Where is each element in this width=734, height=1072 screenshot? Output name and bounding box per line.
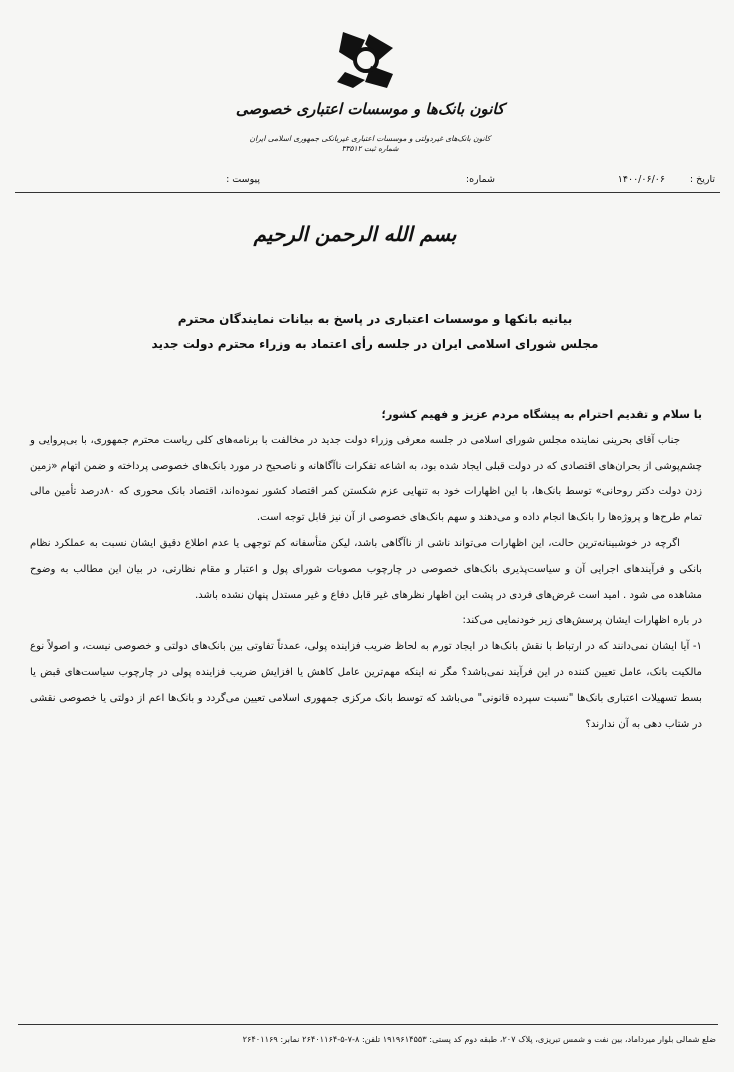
organization-subtitle: [200, 134, 540, 154]
date-label: تاریخ :: [689, 174, 715, 185]
paragraph: جناب آقای بحرینی نماینده مجلس شورای اسلامی در جلسه معرفی وزراء دولت جدید در مخالفت با برنامه‌های کلی ریاست محترم جمهوری، با بی‌پروایی و چشم‌پوشی از بحران‌های اقتصادی که در دولت قبلی ایجاد شده بود، به اشاعه تفکرات ناآگاهانه و ناصحیح در مورد بانک‌های خصوصی پرداخته و ضمن اتهام «زمین زدن دولت دکتر روحانی» توسط بانک‌ها، با این اظهارات خود به تنهایی عزم شکستن کمر اقتصاد کشور نموده‌اند، اقتصاد بانک محوری که ۸۰درصد تأمین مالی تمام طرح‌ها و پروژه‌ها را بانک‌ها انجام داده و می‌دهند و سهم بانک‌های خصوصی از آن نیز قابل توجه است.: [30, 434, 702, 524]
registration-line: [200, 144, 540, 154]
basmala: بسم الله الرحمن الرحیم: [253, 222, 457, 246]
footer-divider: [18, 1024, 718, 1025]
title-line-1: بیانیه بانکها و موسسات اعتباری در پاسخ به بیانات نمایندگان محترم: [177, 312, 573, 326]
registration-number: ۳۳۵۱۲: [341, 144, 362, 153]
date-value: ۱۴۰۰/۰۶/۰۶: [617, 174, 665, 185]
organization-full-name: کانون بانک‌های غیردولتی و موسسات اعتباری غیربانکی جمهوری اسلامی ایران: [249, 134, 491, 143]
paragraph: در باره اظهارات ایشان پرسش‌های زیر خودنمایی می‌کند:: [462, 615, 702, 627]
organization-name: کانون بانک‌ها و موسسات اعتباری خصوصی: [235, 100, 505, 118]
letter-body: [30, 402, 702, 737]
salutation: با سلام و تقدیم احترام به پیشگاه مردم عزیز و فهیم کشور؛: [381, 408, 702, 421]
registration-label: شماره ثبت: [363, 144, 399, 153]
title-line-2: مجلس شورای اسلامی ایران در جلسه رأی اعتماد به وزراء محترم دولت جدید: [151, 337, 599, 351]
number-label: شماره:: [465, 174, 495, 185]
header-divider: [15, 192, 720, 193]
statement-title: [80, 307, 670, 357]
paragraph: اگرچه در خوشبینانه‌ترین حالت، این اظهارات می‌تواند ناشی از ناآگاهی باشد، لیکن متأسفانه کم توجهی یا عدم اطلاع دقیق ایشان نسبت به عملکرد نظام بانکی و فرآیندهای اجرایی آن و سیاست‌پذیری بانک‌های خصوصی در چارچوب مصوبات شورای پول و اعتبار و مقام نظارتی، در بیان این مطالب به وضوح مشاهده می شود . امید است غرض‌های فردی در پشت این اظهار نظرهای غیر قابل دفاع و غیر مستدل پنهان نشده باشد.: [30, 537, 702, 601]
letter-meta-row: [190, 170, 715, 190]
footer-address: ضلع شمالی بلوار میرداماد، بین نفت و شمس تبریزی، پلاک ۲۰۷، طبقه دوم کد پستی: ۱۹۱۹۶۱۴۵۵۳ تلفن: ۸-۷-۵-۲۶۴۰۱۱۶۴ نمابر: ۲۶۴۰۱۱۶۹: [242, 1034, 716, 1044]
paragraph: ۱- آیا ایشان نمی‌دانند که در ارتباط با نقش بانک‌ها در ایجاد تورم به لحاظ ضریب فزاینده پولی، عمدتاً تفاوتی بین بانک‌های دولتی و خصوصی نیست، و اصولاً نوع مالکیت بانک، عامل تعیین کننده در این فرآیند نمی‌باشد؟ مگر نه اینکه مهم‌ترین عامل کاهش یا افزایش ضریب فزاینده پولی در چارچوب سیاست‌های قبض یا بسط تسهیلات اعتباری بانک‌ها "نسبت سپرده قانونی" می‌باشد که توسط بانک مرکزی جمهوری اسلامی تعیین می‌گردد و بانک‌ها اعم از دولتی یا خصوصی نقشی در شتاب دهی به آن ندارند؟: [30, 641, 702, 730]
organization-logo-icon: [335, 30, 397, 90]
attachment-label: پیوست :: [226, 174, 260, 185]
